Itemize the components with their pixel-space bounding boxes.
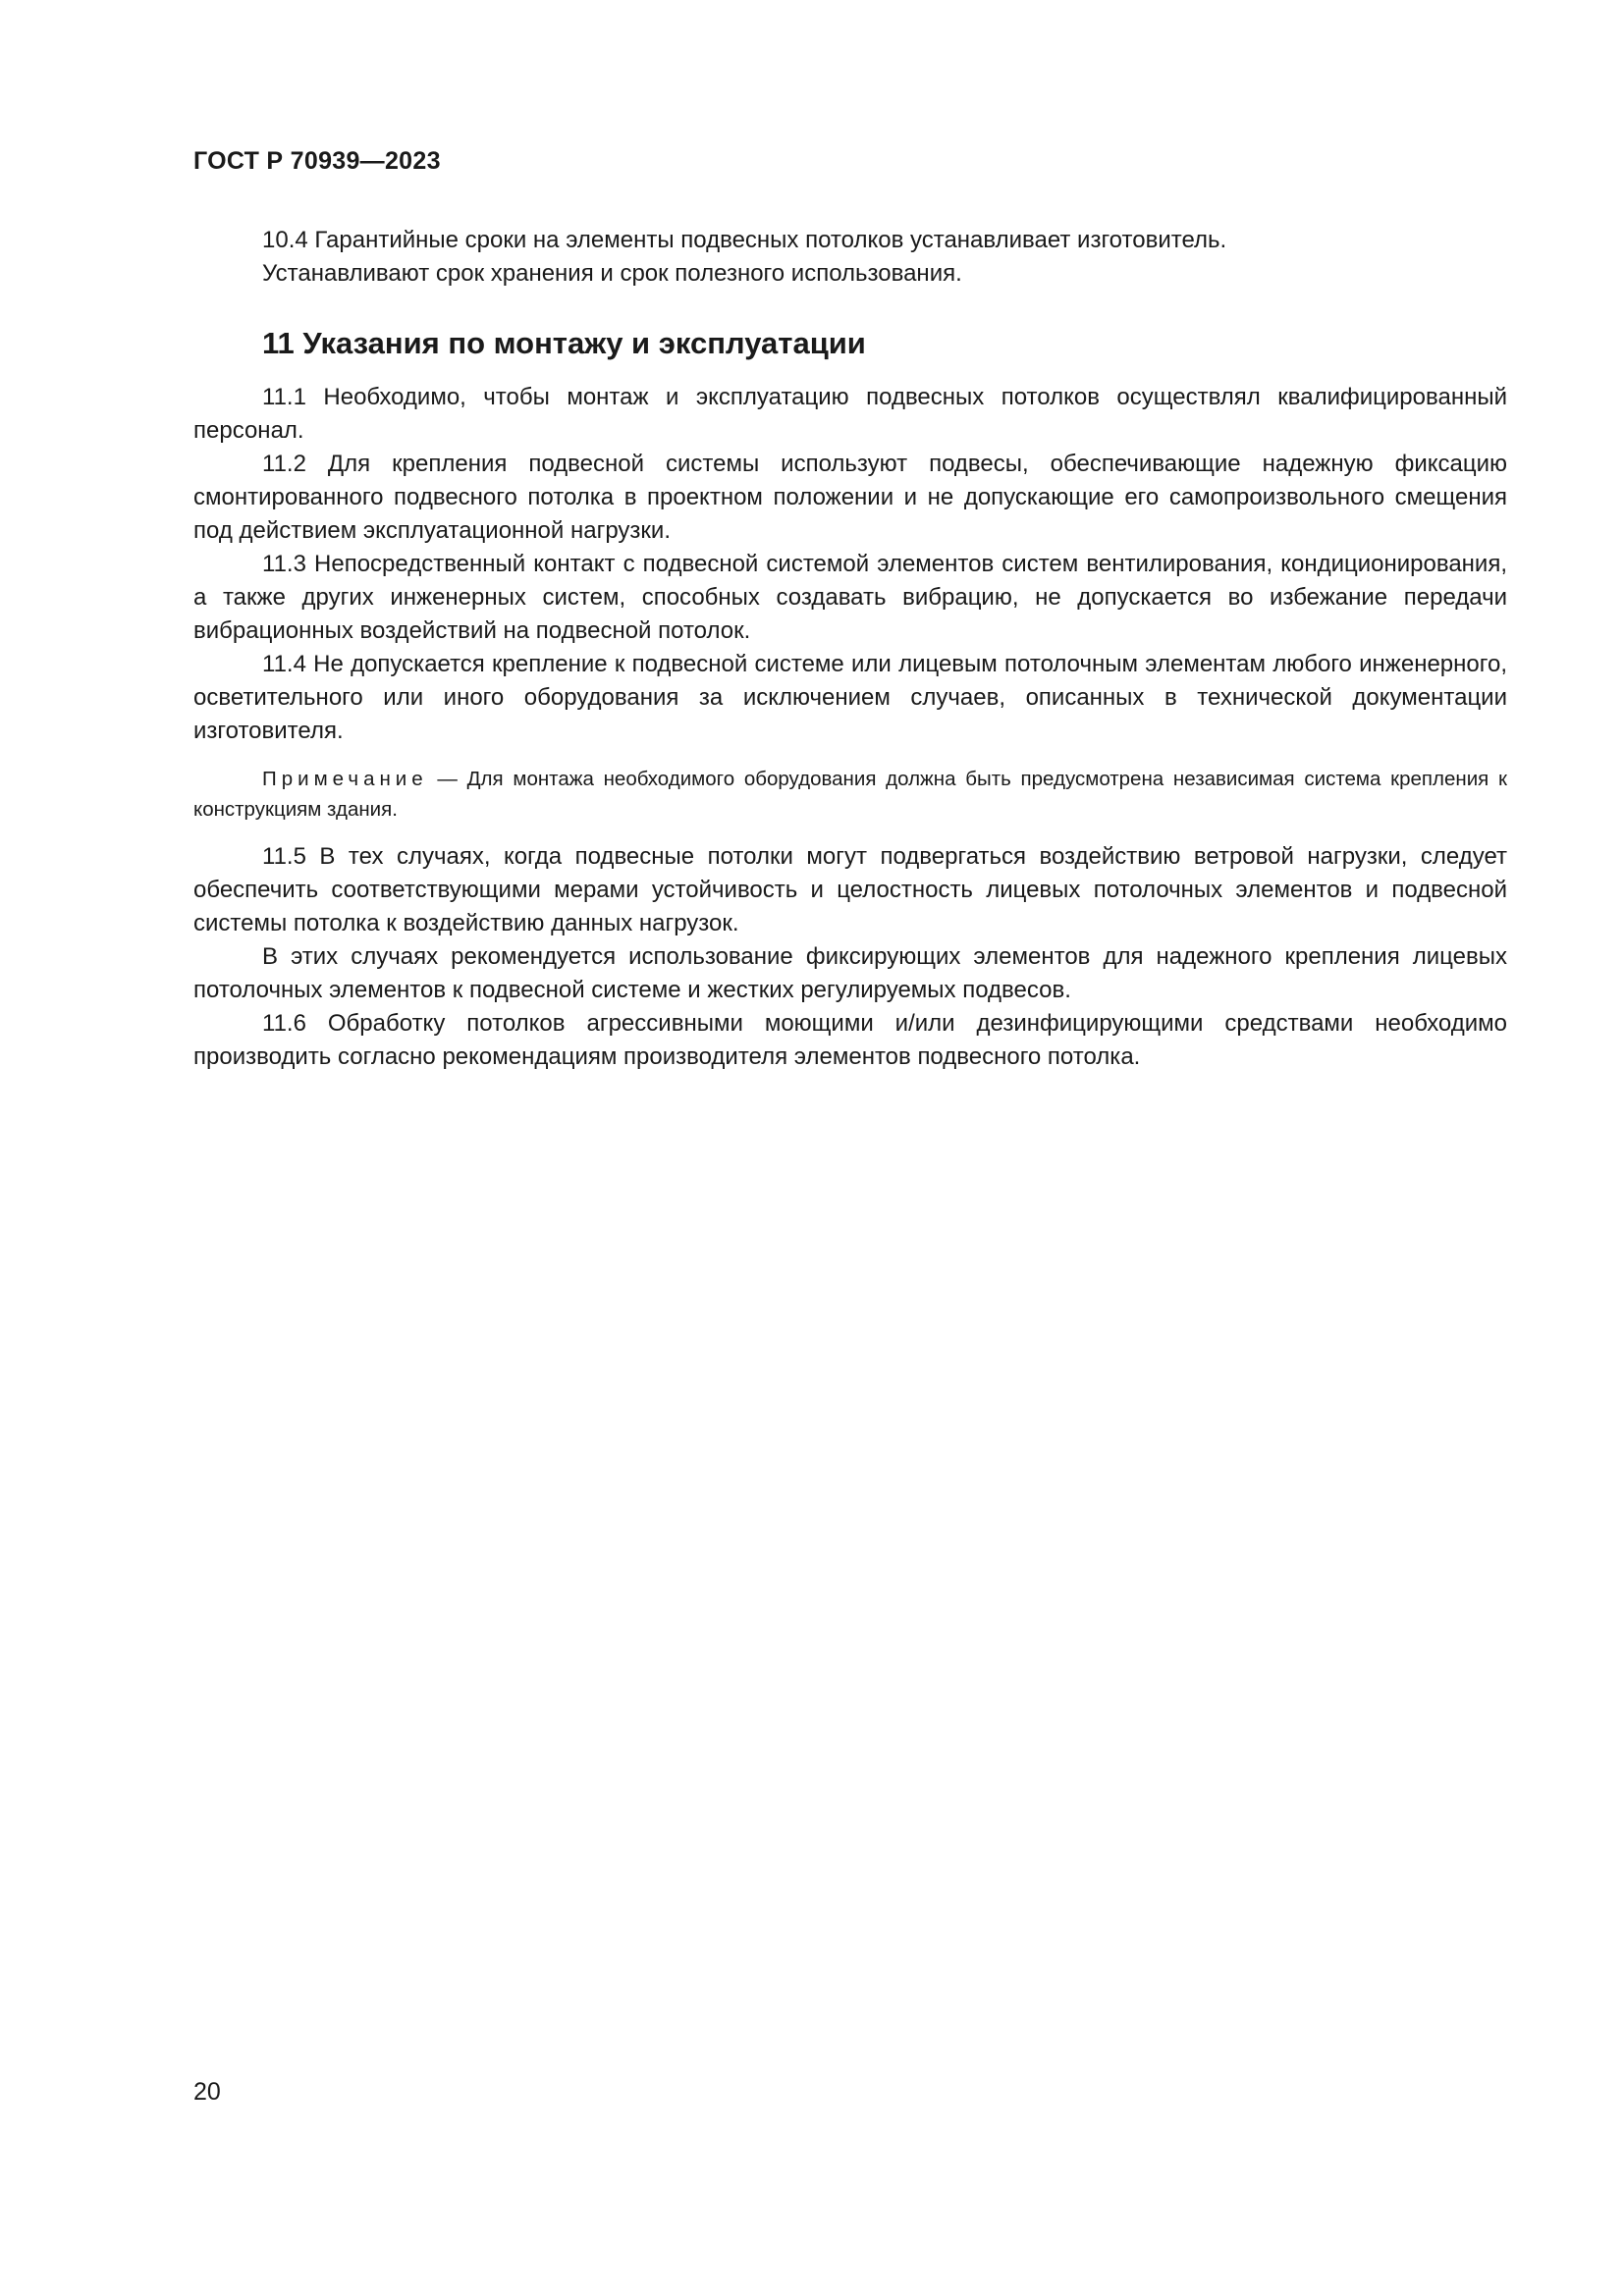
- page-content: [193, 224, 1507, 1074]
- note-text: — Для монтажа необходимого оборудования должна быть предусмотрена независимая система крепления к конструкциям здания.: [193, 768, 1507, 821]
- paragraph-10-4: 10.4 Гарантийные сроки на элементы подвесных потолков устанавливает изготовитель.: [262, 227, 1227, 253]
- paragraph-11-3: 11.3 Непосредственный контакт с подвесной системой элементов систем вентилирования, кондиционирования, а также других инженерных систем, способных создавать вибрацию, не допускается во избежание передачи вибрационных воздействий на подвесной потолок.: [193, 551, 1507, 644]
- note: [193, 764, 1507, 825]
- section-heading: 11 Указания по монтажу и эксплуатации: [262, 326, 866, 360]
- paragraph-11-5-continued: В этих случаях рекомендуется использование фиксирующих элементов для надежного крепления лицевых потолочных элементов к подвесной системе и жестких регулируемых подвесов.: [193, 943, 1507, 1003]
- paragraph-11-1: 11.1 Необходимо, чтобы монтаж и эксплуатацию подвесных потолков осуществлял квалифицированный персонал.: [193, 384, 1507, 444]
- paragraph-11-6: 11.6 Обработку потолков агрессивными моющими и/или дезинфицирующими средствами необходимо производить согласно рекомендациям производителя элементов подвесного потолка.: [193, 1010, 1507, 1070]
- page-number: 20: [193, 2078, 221, 2106]
- paragraph-11-4: 11.4 Не допускается крепление к подвесной системе или лицевым потолочным элементам любого инженерного, осветительного или иного оборудования за исключением случаев, описанных в технической документации изготовителя.: [193, 651, 1507, 744]
- paragraph-11-2: 11.2 Для крепления подвесной системы используют подвесы, обеспечивающие надежную фиксацию смонтированного подвесного потолка в проектном положении и не допускающие его самопроизвольного смещения под действием эксплуатационной нагрузки.: [193, 451, 1507, 544]
- document-code: ГОСТ Р 70939—2023: [193, 147, 441, 175]
- paragraph-10-4-continued: Устанавливают срок хранения и срок полезного использования.: [262, 260, 962, 287]
- note-label: Примечание: [262, 768, 428, 790]
- paragraph-11-5: 11.5 В тех случаях, когда подвесные потолки могут подвергаться воздействию ветровой нагрузки, следует обеспечить соответствующими мерами устойчивость и целостность лицевых потолочных элементов и подвесной системы потолка к воздействию данных нагрузок.: [193, 843, 1507, 936]
